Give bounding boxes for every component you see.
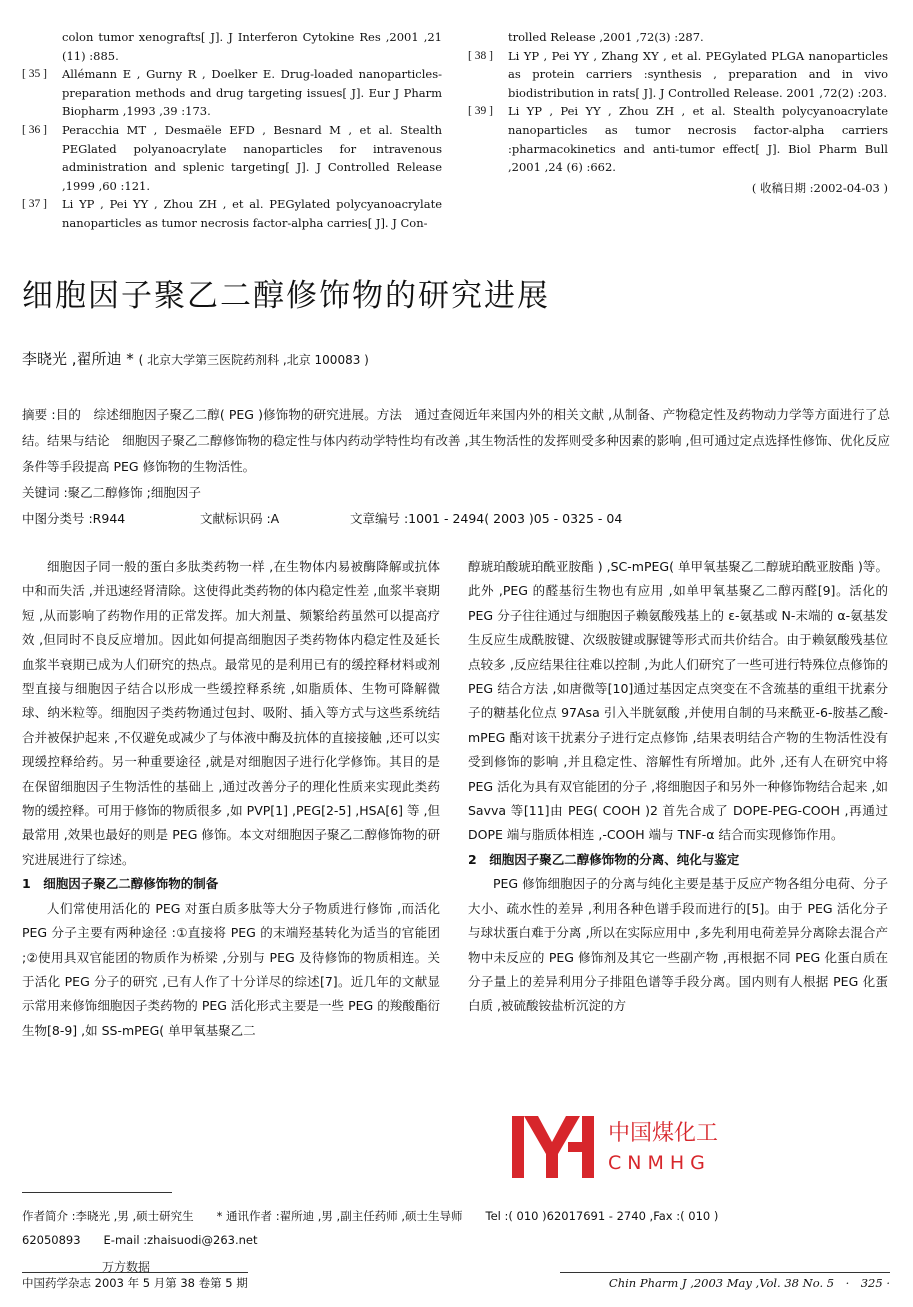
page-footer — [22, 1262, 890, 1292]
footnote-divider — [22, 1192, 172, 1193]
abstract-block — [22, 402, 890, 532]
keywords: 关键词 :聚乙二醇修饰 ;细胞因子 — [22, 485, 201, 500]
reference-item — [468, 102, 888, 176]
reference-text: Peracchia MT , Desmaële EFD , Besnard M , et al. Stealth PEGlated polyanoacrylate nanoparticles for intravenous administration and splenic targeting[ J]. J Controlled Release ,1999 ,60 :121. — [62, 122, 442, 193]
received-date: ( 收稿日期 :2002-04-03 ) — [751, 180, 888, 195]
body-paragraph: PEG 修饰细胞因子的分离与纯化主要是基于反应产物各组分电荷、分子大小、疏水性的差异 ,利用各种色谱手段而进行的[5]。由于 PEG 活化分子与球状蛋白难于分离 ,所以在实际应用中 ,多先利用电荷差异分离除去混合产物中未反应的 PEG 修饰剂及其它一些副产物 ,再根据不同 PEG 化蛋白质在分子量上的差异利用分子排阻色谱等手段分离。国内则有人根据 PEG 化蛋白质 ,被硫酸铵盐析沉淀的方 — [468, 876, 888, 1014]
reference-item — [468, 47, 888, 103]
reference-item — [22, 28, 442, 65]
classification-line — [22, 506, 890, 532]
reference-item — [22, 65, 442, 121]
reference-number: [ 37 ] — [22, 198, 47, 211]
reference-text: colon tumor xenografts[ J]. J Interferon Cytokine Res ,2001 ,21 (11) :885. — [62, 30, 442, 63]
clc-number: 中图分类号 :R944 — [22, 511, 126, 526]
cnmhg-watermark-logo — [508, 1108, 723, 1198]
reference-number: [ 39 ] — [468, 105, 493, 118]
journal-citation-english: Chin Pharm J ,2003 May ,Vol. 38 No. 5 · 325 · — [560, 1272, 890, 1291]
footnote-line: 作者简介 :李晓光 ,男 ,硕士研究生 * 通讯作者 :翟所迪 ,男 ,副主任药师 ,硕士生导师 Tel :( 010 )62017691 - 2740 ,Fax :( 010 ) — [22, 1209, 719, 1223]
reference-text: Allémann E , Gurny R , Doelker E. Drug-loaded nanoparticles-preparation methods and drug targeting issues[ J]. Eur J Pharm Biopharm ,1993 ,39 :173. — [62, 67, 442, 119]
references-left-column — [22, 28, 442, 233]
reference-number — [22, 28, 62, 65]
body-right-column — [468, 555, 888, 1019]
journal-name-chinese: 中国药学杂志 2003 年 5 月第 38 卷第 5 期 — [22, 1272, 248, 1291]
body-left-column — [22, 555, 440, 1043]
reference-text: Li YP , Pei YY , Zhang XY , et al. PEGylated PLGA nanoparticles as protein carriers :synthesis , preparation and in vivo biodistribution in rats[ J]. J Controlled Release. 2001 ,72(2) :203. — [508, 48, 888, 100]
reference-number — [468, 28, 508, 47]
document-code: 文献标识码 :A — [200, 511, 280, 526]
references-right-column — [468, 28, 888, 197]
section-heading: 2 细胞因子聚乙二醇修饰物的分离、纯化与鉴定 — [468, 851, 740, 867]
author-line — [22, 348, 892, 369]
body-paragraph: 人们常使用活化的 PEG 对蛋白质多肽等大分子物质进行修饰 ,而活化 PEG 分子主要有两种途径 :①直接将 PEG 的末端羟基转化为适当的官能团 ;②使用具双官能团的物质作为桥梁 ,分别与 PEG 及待修饰的物质相连。关于活化 PEG 分子的研究 ,已有人作了十分详尽的综述[7]。近几年的文献显示常用来修饰细胞因子类药物的 PEG 活化形式主要是一些 PEG 的羧酸酯衍生物[8-9] ,如 SS-mPEG( 单甲氧基聚乙二 — [22, 900, 440, 1038]
author-affiliation: ( 北京大学第三医院药剂科 ,北京 100083 ) — [138, 353, 369, 367]
footnote-line: 62050893 E-mail :zhaisuodi@263.net — [22, 1233, 258, 1247]
wanfang-watermark: 万方数据 — [102, 1260, 151, 1274]
reference-item — [468, 28, 888, 47]
article-number: 文章编号 :1001 - 2494( 2003 )05 - 0325 - 04 — [350, 511, 623, 526]
reference-text: Li YP , Pei YY , Zhou ZH , et al. PEGylated polycyanoacrylate nanoparticles as tumor necrosis factor-alpha carries[ J]. J Con- — [62, 197, 442, 230]
logo-chinese-text: 中国煤化工 — [608, 1121, 719, 1146]
body-paragraph: 醇琥珀酸琥珀酰亚胺酯 ) ,SC-mPEG( 单甲氧基聚乙二醇琥珀酰亚胺酯 )等。此外 ,PEG 的醛基衍生物也有应用 ,如单甲氧基聚乙二醇丙醛[9]。活化的 PEG 分子往往通过与细胞因子赖氨酸残基上的 ε-氨基或 N-末端的 α-氨基发生反应生成酰胺键、次级胺键或脲键等形式而共价结合。由于赖氨酸残基位点较多 ,反应结果往往难以控制 ,为此人们研究了一些可进行特殊位点修饰的 PEG 结合方法 ,如唐微等[10]通过基因定点突变在不含巯基的重组干扰素分子的糖基化位点 97Asa 引入半胱氨酸 ,并使用自制的马来酰亚-6-胺基乙酸-mPEG 酯对该干扰素分子进行定点修饰 ,结果表明结合产物的生物活性没有受到修饰的影响 ,并且稳定性、溶解性有所增加。此外 ,还有人在研究中将 PEG 活化为具有双官能团的分子 ,将细胞因子和另外一种修饰物结合起来 ,如 Savva 等[11]由 PEG( COOH )2 首先合成了 DOPE-PEG-COOH ,再通过 DOPE 端与脂质体相连 ,-COOH 端与 TNF-α 结合而实现修饰作用。 — [468, 559, 888, 843]
reference-item — [22, 121, 442, 195]
section-heading: 1 细胞因子聚乙二醇修饰物的制备 — [22, 876, 219, 892]
reference-text: Li YP , Pei YY , Zhou ZH , et al. Stealth polycyanoacrylate nanoparticles as tumor necrosis factor-alpha carriers :pharmacokinetics and anti-tumor effect[ J]. Biol Pharm Bull ,2001 ,24 (6) :662. — [508, 104, 888, 175]
reference-number: [ 38 ] — [468, 49, 493, 62]
author-names: 李晓光 ,翟所迪 * — [22, 350, 134, 368]
reference-item — [22, 195, 442, 232]
abstract-text: 摘要 :目的 综述细胞因子聚乙二醇( PEG )修饰物的研究进展。方法 通过查阅近年来国内外的相关文献 ,从制备、产物稳定性及药物动力学等方面进行了总结。结果与结论 细胞因子聚乙二醇修饰物的稳定性与体内药动学特性均有改善 ,其生物活性的发挥则受多种因素的影响 ,但可通过定点选择性修饰、优化反应条件等手段提高 PEG 修饰物的生物活性。 — [22, 407, 890, 474]
body-paragraph: 细胞因子同一般的蛋白多肽类药物一样 ,在生物体内易被酶降解或抗体中和而失活 ,并迅速经肾清除。这使得此类药物的体内稳定性差 ,血浆半衰期短 ,从而影响了药物作用的正常发挥。加大剂量、频繁给药虽然可以提高疗效 ,但同时不良反应增加。因此如何提高细胞因子类药物体内稳定性及延长血浆半衰期已成为人们研究的热点。最常见的是利用已有的缓控释材料或剂型直接与细胞因子结合以形成一些缓控释系统 ,如脂质体、生物可降解微球、纳米粒等。细胞因子类药物通过包封、吸附、插入等方式与这些系统结合并被保护起来 ,不仅避免或减少了与体液中酶及抗体的直接接触 ,还可以实现缓控释给药。另一种重要途径 ,就是对细胞因子进行化学修饰。其目的是在保留细胞因子生物活性的基础上 ,通过改善分子的理化性质来实现此类药物的缓控释。可用于修饰的物质很多 ,如 PVP[1] ,PEG[2-5] ,HSA[6] 等 ,但最常用 ,效果也最好的则是 PEG 修饰。本文对细胞因子聚乙二醇修饰物的研究进展进行了综述。 — [22, 559, 440, 867]
reference-text: trolled Release ,2001 ,72(3) :287. — [508, 30, 704, 44]
author-footnote — [22, 1204, 890, 1252]
cnmhg-logo-icon — [508, 1108, 608, 1188]
reference-number: [ 36 ] — [22, 123, 47, 136]
article-title: 细胞因子聚乙二醇修饰物的研究进展 — [22, 278, 550, 314]
logo-english-text: CNMHG — [608, 1152, 711, 1174]
reference-number: [ 35 ] — [22, 68, 47, 81]
